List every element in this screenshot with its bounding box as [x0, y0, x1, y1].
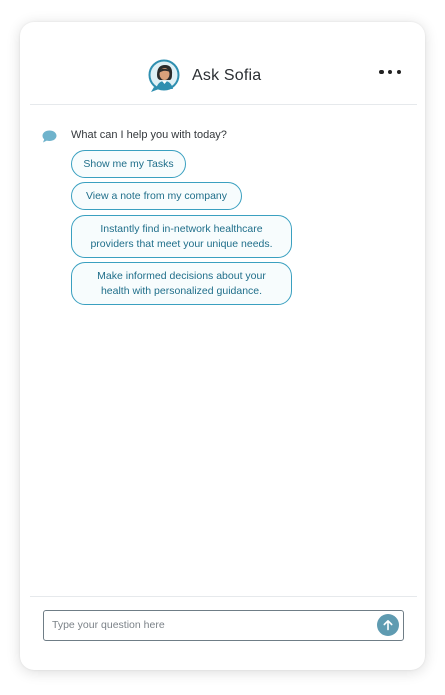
footer-divider: [30, 596, 417, 597]
menu-dot: [397, 70, 402, 75]
question-input-box: [43, 610, 404, 641]
more-horizontal-icon: [379, 70, 384, 75]
suggestion-health-guidance[interactable]: Make informed decisions about your health with personalized guidance.: [71, 262, 292, 305]
page-title: Ask Sofia: [192, 67, 262, 84]
chat-panel: [20, 22, 425, 670]
chat-bubble-icon: [42, 130, 57, 143]
suggestion-find-providers[interactable]: Instantly find in-network healthcare providers that meet your unique needs.: [71, 215, 292, 258]
title-group: [148, 59, 261, 93]
menu-dot: [388, 70, 393, 75]
send-button[interactable]: [377, 614, 399, 636]
arrow-up-icon: [382, 619, 394, 631]
bot-greeting: What can I help you with today?: [71, 129, 227, 141]
suggestion-show-tasks[interactable]: Show me my Tasks: [71, 150, 186, 178]
sofia-avatar-icon: [148, 59, 182, 93]
chat-header: [20, 22, 425, 104]
suggestion-company-note[interactable]: View a note from my company: [71, 182, 242, 210]
header-divider: [30, 104, 417, 105]
more-menu-button[interactable]: [379, 67, 401, 77]
question-input[interactable]: [52, 611, 372, 639]
